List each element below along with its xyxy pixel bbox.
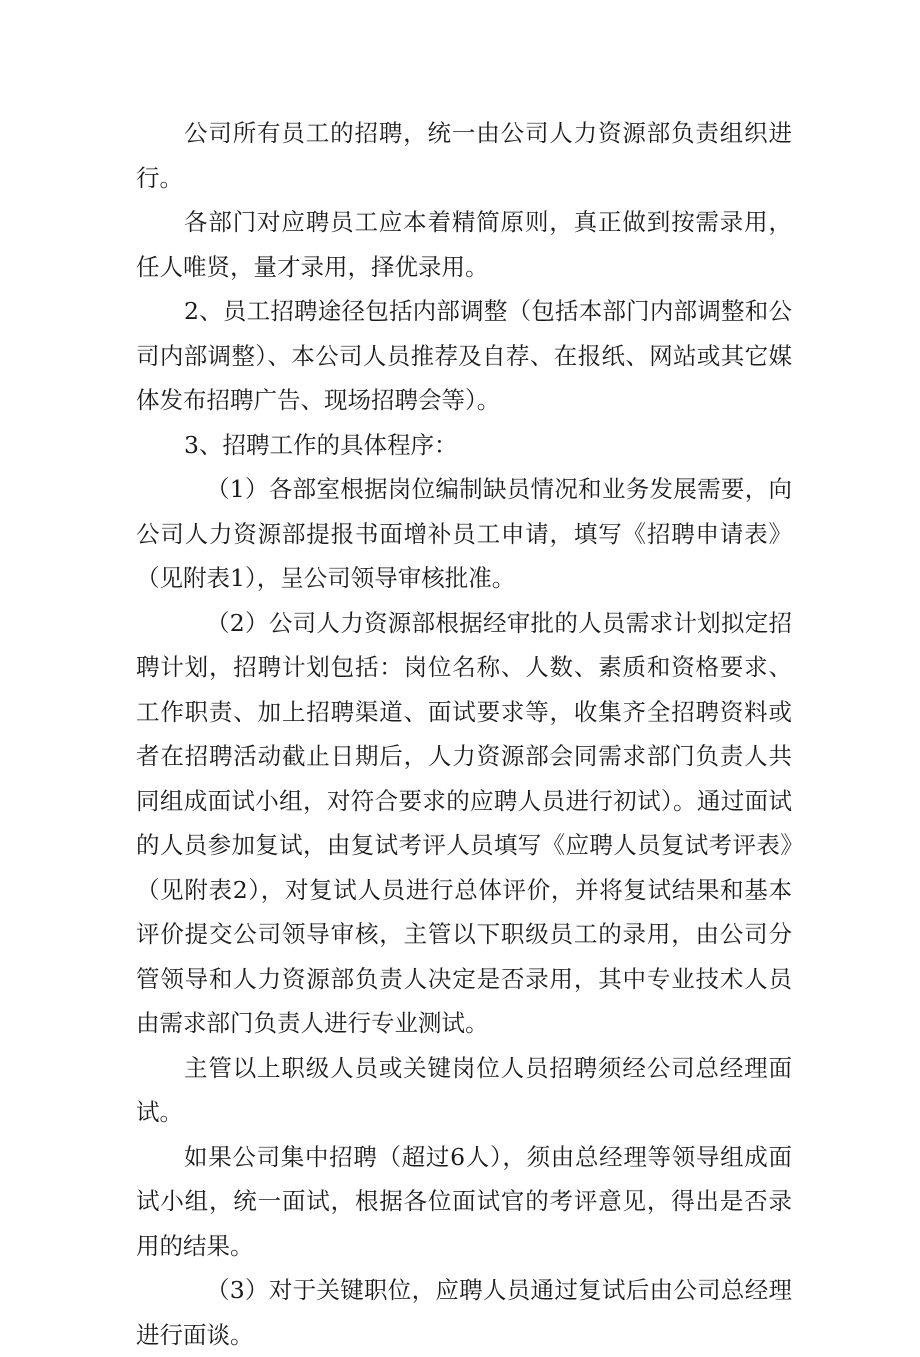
paragraph-procedure-step-3: （3）对于关键职位，应聘人员通过复试后由公司总经理进行面谈。	[136, 1276, 792, 1349]
paragraph-manager-interview: 主管以上职级人员或关键岗位人员招聘须经公司总经理面试。	[136, 1053, 792, 1126]
paragraph-recruitment-channels: 2、员工招聘途径包括内部调整（包括本部门内部调整和公司内部调整）、本公司人员推荐及自荐、在报纸、网站或其它媒体发布招聘广告、现场招聘会等）。	[136, 297, 792, 414]
paragraph-procedure-step-1: （1）各部室根据岗位编制缺员情况和业务发展需要，向公司人力资源部提报书面增补员工申请，填写《招聘申请表》（见附表1），呈公司领导审核批准。	[136, 475, 792, 592]
paragraph-recruitment-principle: 各部门对应聘员工应本着精简原则，真正做到按需录用，任人唯贤，量才录用，择优录用。	[136, 208, 792, 281]
paragraph-group-recruitment: 如果公司集中招聘（超过6人），须由总经理等领导组成面试小组，统一面试，根据各位面试官的考评意见，得出是否录用的结果。	[136, 1142, 792, 1260]
paragraph-recruitment-responsibility: 公司所有员工的招聘，统一由公司人力资源部负责组织进行。	[136, 119, 792, 192]
paragraph-procedure-heading: 3、招聘工作的具体程序：	[184, 430, 458, 459]
document-body	[136, 111, 792, 1357]
paragraph-procedure-step-2: （2）公司人力资源部根据经审批的人员需求计划拟定招聘计划，招聘计划包括：岗位名称、人数、素质和资格要求、工作职责、加上招聘渠道、面试要求等，收集齐全招聘资料或者在招聘活动截止日期后，人力资源部会同需求部门负责人共同组成面试小组，对符合要求的应聘人员进行初试）。通过面试的人员参加复试，由复试考评人员填写《应聘人员复试考评表》（见附表2），对复试人员进行总体评价，并将复试结果和基本评价提交公司领导审核，主管以下职级员工的录用，由公司分管领导和人力资源部负责人决定是否录用，其中专业技术人员由需求部门负责人进行专业测试。	[136, 608, 792, 1037]
